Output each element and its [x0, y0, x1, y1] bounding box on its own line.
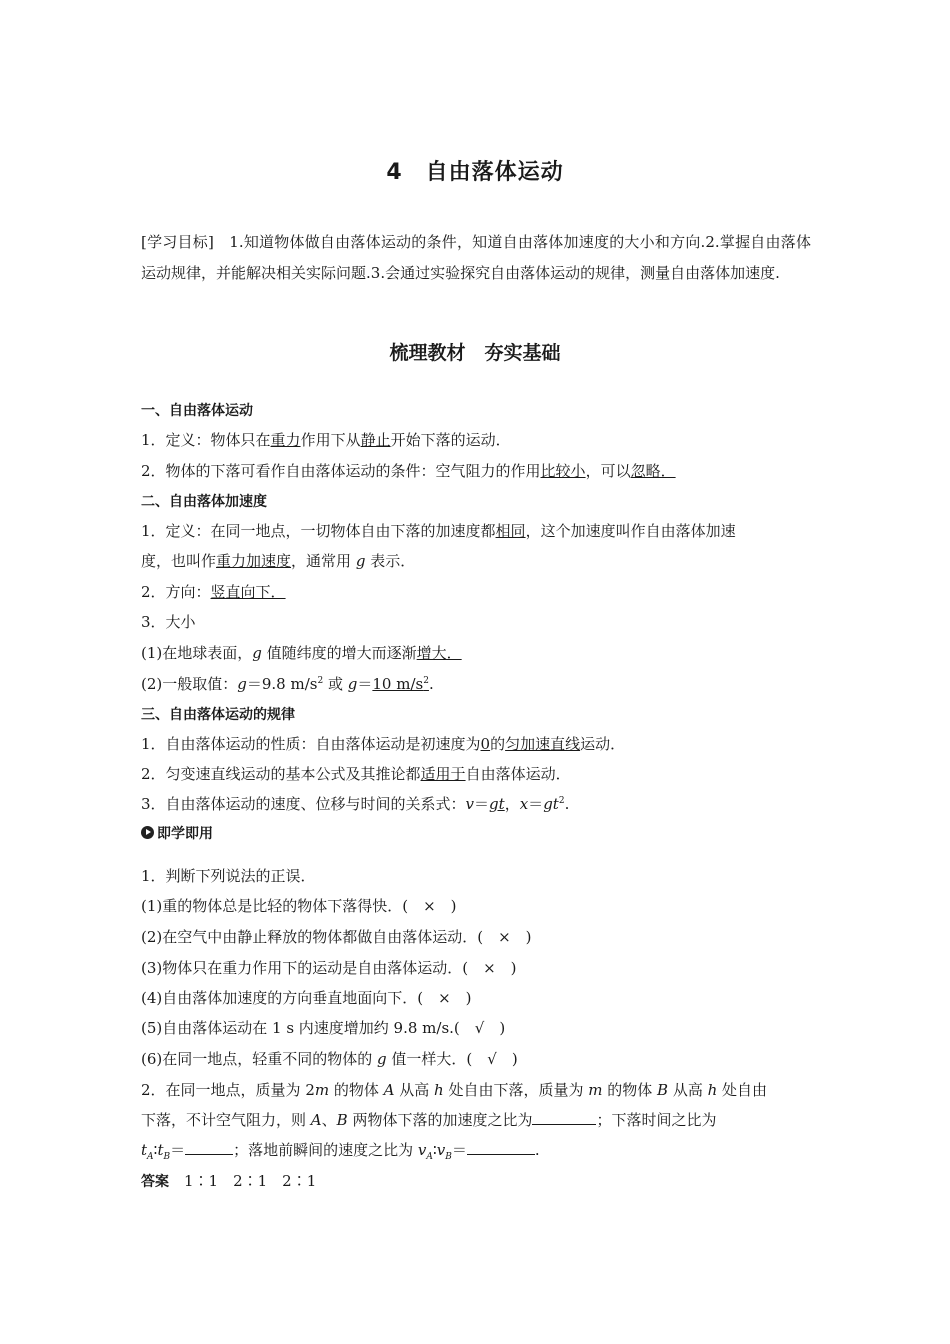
question-2-line-3 [141, 1139, 811, 1162]
text: 10 m/s [372, 675, 424, 693]
answer-blank [532, 1110, 596, 1125]
text: 自由落体运动． [465, 765, 571, 783]
practice-heading [141, 823, 811, 843]
answer-underline: 忽略． [630, 462, 676, 480]
text: 从高 [394, 1081, 435, 1099]
s1-line-2 [141, 460, 811, 481]
text: 2．方向： [141, 583, 211, 601]
answer-underline: 竖直向下． [210, 583, 286, 601]
text: ∶ [153, 1141, 158, 1159]
text: ；下落时间之比为 [596, 1111, 717, 1129]
s2-line-2 [141, 581, 811, 602]
s3-line-3 [141, 793, 811, 814]
subscript: A [426, 1152, 433, 1162]
text: 从高 [668, 1081, 708, 1099]
symbol-x: x [519, 795, 529, 813]
symbol: B [336, 1111, 348, 1129]
text: 或 [323, 675, 348, 693]
s2-line-5 [141, 673, 811, 694]
answer-text: 1∶1 2∶1 2∶1 [169, 1172, 317, 1190]
answer-underline: gt [489, 795, 505, 813]
superscript: 2 [558, 796, 565, 806]
text: ；落地前瞬间的速度之比为 [233, 1141, 418, 1159]
answer-underline: 比较小 [540, 462, 586, 480]
superscript: 2 [317, 676, 324, 686]
text: ＝ [474, 795, 490, 813]
text: . [564, 795, 570, 813]
text: 开始下落的运动． [390, 431, 511, 449]
symbol: v [436, 1141, 446, 1159]
symbol-g: g [252, 644, 262, 662]
text: 处自由 [717, 1081, 768, 1099]
page-title: 4 自由落体运动 [386, 160, 564, 185]
symbol: A [310, 1111, 322, 1129]
text: 1．定义：物体只在 [141, 431, 271, 449]
answer-label: 答案 [141, 1174, 169, 1190]
text: 2．匀变速直线运动的基本公式及其推论都 [141, 765, 421, 783]
text: ， [504, 795, 520, 813]
text: 1．自由落体运动的性质：自由落体运动是初速度为 [141, 735, 481, 753]
text: 运动． [580, 735, 626, 753]
text: 的物体 [329, 1081, 384, 1099]
judge-item-6 [141, 1048, 811, 1069]
text: 、 [321, 1111, 337, 1129]
s2-line-1b [141, 550, 811, 571]
subscript: A [147, 1152, 154, 1162]
play-icon [141, 826, 154, 839]
objectives-text: 1.知道物体做自由落体运动的条件，知道自由落体加速度的大小和方向.2.掌握自由落体运动规律，并能解决相关实际问题.3.会通过实验探究自由落体运动的规律，测量自由落体加速度. [141, 233, 811, 282]
text: 值随纬度的增大而逐渐 [261, 644, 417, 662]
text: 1．定义：在同一地点，一切物体自由下落的加速度都 [141, 522, 496, 540]
judge-item-2: (2)在空气中由静止释放的物体都做自由落体运动．( × ) [141, 928, 532, 946]
text: . [534, 1141, 540, 1159]
answer-blank [185, 1140, 233, 1155]
text: 值一样大．( √ ) [386, 1050, 518, 1068]
practice-label: 即学即用 [157, 826, 213, 842]
symbol: t [141, 1141, 148, 1159]
text: . [428, 675, 434, 693]
s2-line-4 [141, 642, 811, 663]
symbol: m [314, 1081, 330, 1099]
text: ，这个加速度叫作自由落体加速 [525, 522, 736, 540]
symbol: v [417, 1141, 427, 1159]
symbol-gt: gt [543, 795, 559, 813]
answer-line [141, 1170, 811, 1191]
judge-item-4: (4)自由落体加速度的方向垂直地面向下．( × ) [141, 989, 472, 1007]
symbol: h [707, 1081, 718, 1099]
text: 3．自由落体运动的速度、位移与时间的关系式： [141, 795, 466, 813]
symbol-g: g [347, 675, 358, 693]
s3-line-2 [141, 763, 811, 784]
text: (6)在同一地点，轻重不同的物体的 [141, 1050, 378, 1068]
answer-underline: 重力 [270, 431, 301, 449]
symbol-g: g [237, 675, 247, 693]
answer-underline: 适用于 [420, 765, 466, 783]
symbol-g: g [377, 1050, 387, 1068]
symbol: t [157, 1141, 164, 1159]
s3-line-1 [141, 733, 811, 754]
symbol: m [588, 1081, 603, 1099]
answer-underline [372, 675, 429, 693]
symbol: A [383, 1081, 395, 1099]
text: 的 [490, 735, 506, 753]
symbol-v: v [465, 795, 475, 813]
learning-objectives [141, 227, 811, 289]
text: 处自由下落，质量为 [443, 1081, 589, 1099]
text: 的物体 [602, 1081, 658, 1099]
text: 两物体下落的加速度之比为 [347, 1111, 533, 1129]
text: ∶ [432, 1141, 437, 1159]
text: (2)一般取值： [141, 675, 238, 693]
text: ＝ [451, 1141, 467, 1159]
judge-item-5: (5)自由落体运动在 1 s 内速度增加约 9.8 m/s.( √ ) [141, 1019, 506, 1037]
text: 2．在同一地点，质量为 2 [141, 1081, 315, 1099]
question-1: 1．判断下列说法的正误． [141, 867, 316, 885]
question-2-line-2 [141, 1109, 811, 1130]
heading-free-fall-acceleration: 二、自由落体加速度 [141, 494, 267, 510]
text: ＝ [528, 795, 544, 813]
text: 2．物体的下落可看作自由落体运动的条件：空气阻力的作用 [141, 462, 541, 480]
answer-underline: 匀加速直线 [505, 735, 581, 753]
text: 作用下从 [300, 431, 361, 449]
text: ，可以 [585, 462, 631, 480]
section-title: 梳理教材 夯实基础 [389, 342, 561, 364]
heading-free-fall: 一、自由落体运动 [141, 403, 253, 419]
text: ＝ [170, 1141, 186, 1159]
symbol-g: g [355, 552, 366, 570]
s2-line-1 [141, 520, 811, 541]
text: 表示． [365, 552, 416, 570]
answer-underline: 相同 [495, 522, 526, 540]
subscript: B [163, 1152, 171, 1162]
judge-item-1: (1)重的物体总是比轻的物体下落得快．( × ) [141, 897, 457, 915]
answer-underline: 增大． [416, 644, 462, 662]
answer-underline: 0 [480, 735, 491, 753]
text: ＝9.8 m/s [246, 675, 318, 693]
text: (1)在地球表面， [141, 644, 253, 662]
question-2-line-1 [141, 1079, 811, 1100]
text: 度，也叫作 [141, 552, 217, 570]
answer-underline: 静止 [360, 431, 391, 449]
judge-item-3: (3)物体只在重力作用下的运动是自由落体运动．( × ) [141, 959, 517, 977]
heading-free-fall-laws: 三、自由落体运动的规律 [141, 707, 295, 723]
s2-line-3: 3．大小 [141, 613, 196, 631]
subscript: B [445, 1152, 452, 1162]
symbol: h [434, 1081, 444, 1099]
symbol: B [657, 1081, 669, 1099]
objectives-label: [学习目标] [141, 233, 214, 251]
s1-line-1 [141, 429, 811, 450]
answer-blank [467, 1140, 535, 1155]
answer-underline: 重力加速度 [216, 552, 292, 570]
superscript: 2 [423, 676, 429, 686]
text: 下落，不计空气阻力，则 [141, 1111, 311, 1129]
text: ＝ [357, 675, 373, 693]
text: ，通常用 [291, 552, 356, 570]
